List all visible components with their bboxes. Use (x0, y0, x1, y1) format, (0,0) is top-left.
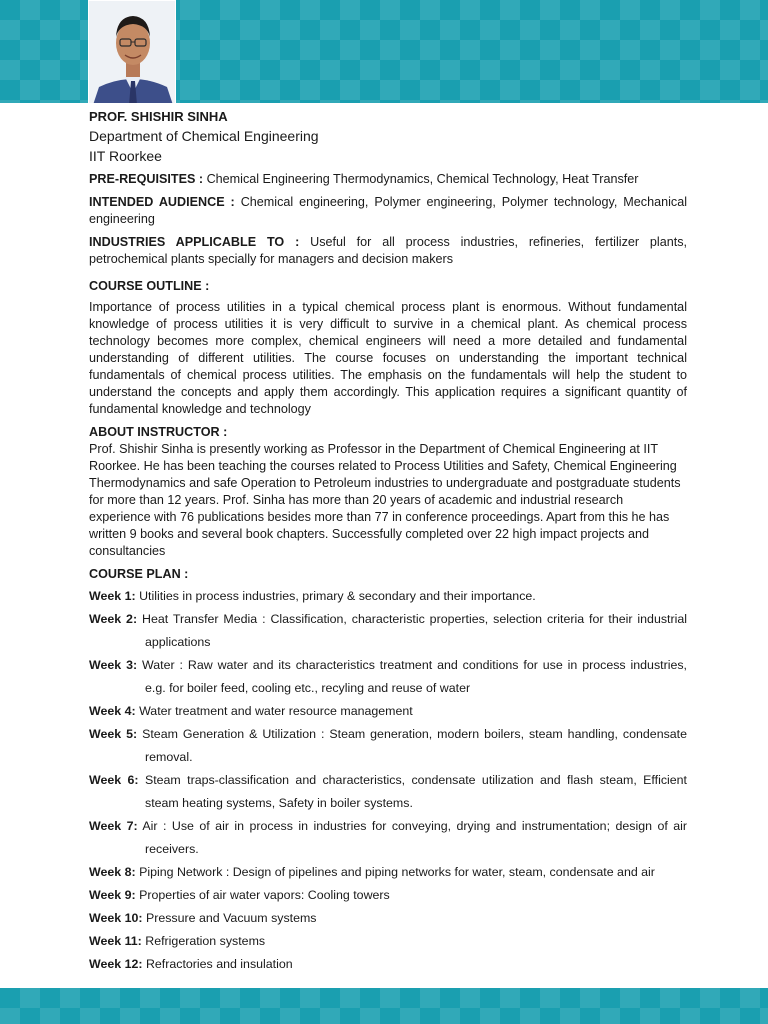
week-label: Week 5: (89, 727, 138, 741)
week-label: Week 6: (89, 773, 139, 787)
week-item (89, 930, 687, 953)
week-item (89, 815, 687, 861)
week-item (89, 884, 687, 907)
audience-text: Chemical engineering, Polymer engineering, Polymer technology, Mechanical engineering (89, 195, 687, 226)
instructor-name: PROF. SHISHIR SINHA (89, 109, 228, 124)
week-label: Week 9: (89, 888, 136, 902)
prerequisites (89, 171, 687, 188)
prerequisites-text: Chemical Engineering Thermodynamics, Chemical Technology, Heat Transfer (206, 172, 639, 186)
week-text: Water : Raw water and its characteristics treatment and conditions for use in process industries, e.g. for boiler feed, cooling etc., recyling and reuse of water (142, 658, 687, 695)
week-text: Water treatment and water resource management (139, 704, 413, 718)
week-label: Week 1: (89, 589, 136, 603)
industries-applicable (89, 234, 687, 268)
instructor-photo (88, 0, 176, 104)
week-label: Week 8: (89, 865, 136, 879)
week-label: Week 7: (89, 819, 138, 833)
week-item (89, 723, 687, 769)
instructor-institute: IIT Roorkee (89, 148, 162, 164)
course-outline-heading: COURSE OUTLINE : (89, 279, 210, 293)
week-label: Week 11: (89, 934, 142, 948)
portrait-image (89, 1, 176, 104)
week-label: Week 12: (89, 957, 143, 971)
week-item (89, 585, 687, 608)
course-plan-heading: COURSE PLAN : (89, 567, 189, 581)
week-text: Heat Transfer Media : Classification, characteristic properties, selection criteria for their industrial applications (142, 612, 687, 649)
week-item (89, 700, 687, 723)
week-text: Refractories and insulation (145, 957, 293, 971)
week-label: Week 4: (89, 704, 136, 718)
course-content (89, 108, 687, 976)
week-item (89, 861, 687, 884)
week-label: Week 2: (89, 612, 138, 626)
week-text: Piping Network : Design of pipelines and piping networks for water, steam, condensate and air (139, 865, 655, 879)
about-instructor-text: Prof. Shishir Sinha is presently working as Professor in the Department of Chemical Engineering at IIT Roorkee. He has been teaching the courses related to Process Utilities and Safety, Chemical Engineering Thermodynamics and safe Operation to Petroleum industries to undergraduate and postgraduate students for more than 12 years. Prof. Sinha has more than 20 years of academic and industrial research experience with 76 publications besides more than 77 in conference proceedings. Apart from this he has written 9 books and several book chapters. Successfully completed over 22 high impact projects and consultancies (89, 442, 681, 558)
week-text: Pressure and Vacuum systems (145, 911, 317, 925)
industries-label: INDUSTRIES APPLICABLE TO : (89, 235, 300, 249)
instructor-department: Department of Chemical Engineering (89, 128, 319, 144)
week-item (89, 769, 687, 815)
week-text: Utilities in process industries, primary & secondary and their importance. (139, 589, 536, 603)
course-plan-list (89, 585, 687, 976)
week-item (89, 953, 687, 976)
week-label: Week 10: (89, 911, 143, 925)
week-text: Steam Generation & Utilization : Steam generation, modern boilers, steam handling, condensate removal. (142, 727, 688, 764)
course-outline-text: Importance of process utilities in a typical chemical process plant is enormous. Without fundamental knowledge of process utilities it is very difficult to survive in a chemical plant. As chemical process technology becomes more complex, chemical engineers will need a more detailed and fundamental understanding of different utilities. The course focuses on understanding the important technical fundamentals of chemical process utilities. The emphasis on the fundamentals will help the student to understand the concepts and apply them accordingly. This application requires a significant quantity of fundamental knowledge and technology (89, 300, 687, 416)
industries-text: Useful for all process industries, refineries, fertilizer plants, petrochemical plants specially for managers and decision makers (89, 235, 688, 266)
week-label: Week 3: (89, 658, 138, 672)
week-text: Properties of air water vapors: Cooling towers (139, 888, 390, 902)
audience-label: INTENDED AUDIENCE : (89, 195, 235, 209)
week-item (89, 608, 687, 654)
week-item (89, 654, 687, 700)
about-instructor-heading: ABOUT INSTRUCTOR : (89, 425, 228, 439)
week-text: Refrigeration systems (145, 934, 266, 948)
footer-banner (0, 988, 768, 1024)
week-text: Steam traps-classification and characteristics, condensate utilization and flash steam, Efficient steam heating systems, Safety in boiler systems. (144, 773, 687, 810)
week-text: Air : Use of air in process in industries for conveying, drying and instrumentation; design of air receivers. (142, 819, 687, 856)
week-item (89, 907, 687, 930)
prerequisites-label: PRE-REQUISITES : (89, 172, 204, 186)
intended-audience (89, 194, 687, 228)
